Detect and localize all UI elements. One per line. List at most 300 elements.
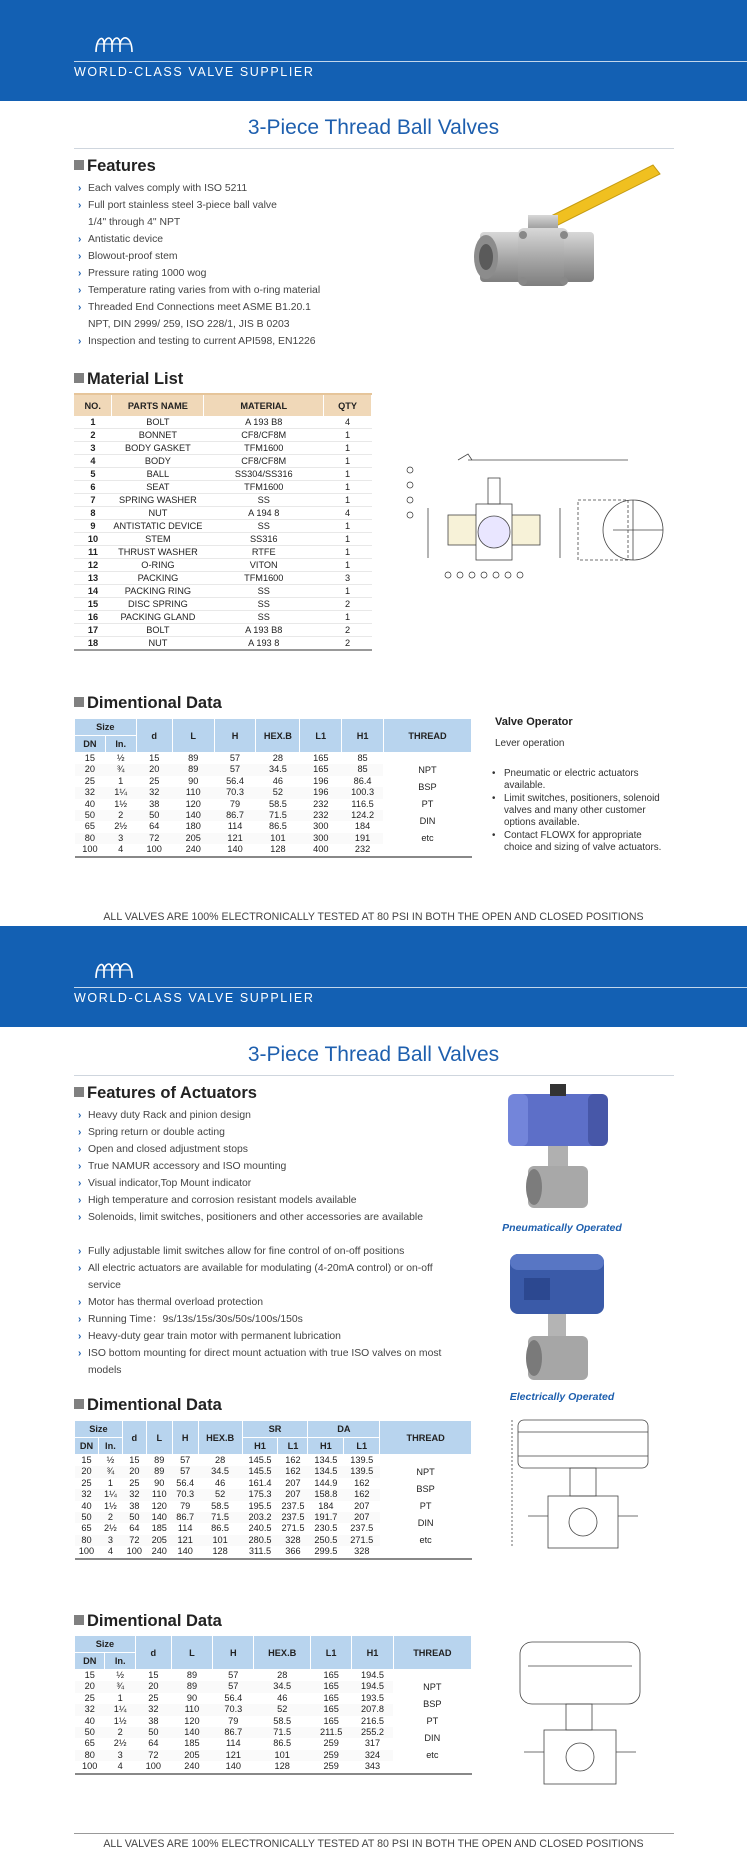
table-cell: 32 (135, 1704, 171, 1715)
list-item-continuation: NPT, DIN 2999/ 259, ISO 228/1, JIS B 0203 (88, 319, 290, 330)
dim1-table (74, 718, 472, 858)
table-cell: 56.4 (176, 1477, 195, 1488)
table-cell: 56.4 (226, 775, 244, 786)
table-row (74, 624, 372, 637)
list-item-text: Antistatic device (88, 234, 164, 245)
table-cell: 259 (311, 1750, 352, 1761)
table-cell: 70.3 (213, 1704, 254, 1715)
table-cell: 1 (118, 775, 124, 786)
table-cell: 124.2 (342, 810, 384, 821)
column-header: PARTS NAME (112, 394, 204, 416)
thread-type: NPT (416, 1466, 435, 1477)
chevron-right-icon: › (78, 183, 82, 194)
table-cell: 70.3 (172, 1489, 198, 1500)
table-cell: 1 (107, 1477, 113, 1488)
table-cell: 185 (151, 1523, 167, 1534)
col-size: Size (75, 719, 137, 736)
chevron-right-icon: › (78, 251, 82, 262)
col-thread: THREAD (383, 719, 471, 753)
chevron-right-icon: › (78, 1144, 82, 1155)
table-cell: 70.3 (214, 787, 256, 798)
table-cell: 1¼ (105, 1704, 135, 1715)
col-size: Size (75, 1421, 123, 1438)
table-cell: 271.5 (281, 1523, 305, 1534)
col-d: d (122, 1421, 146, 1455)
table-cell: 71.5 (256, 810, 300, 821)
table-cell: 32 (122, 1489, 146, 1500)
col-in: In. (98, 1438, 122, 1455)
thread-type: PT (426, 1715, 439, 1726)
table-cell: 1 (324, 520, 372, 533)
header-banner-2 (0, 926, 747, 1027)
list-item-text: Pressure rating 1000 wog (88, 268, 207, 279)
column-header: NO. (74, 394, 112, 416)
table-row (74, 507, 372, 520)
table-cell: 46 (272, 775, 284, 786)
table-cell: 259 (323, 1738, 339, 1749)
table-cell: 2 (324, 637, 372, 651)
table-cell: 211.5 (311, 1727, 352, 1738)
list-item (78, 180, 320, 197)
table-cell: 56.4 (224, 1692, 243, 1703)
table-cell: 237.5 (281, 1500, 305, 1511)
table-cell: 2 (105, 810, 136, 821)
table-cell: 203.2 (242, 1512, 278, 1523)
table-cell: 1 (324, 481, 372, 494)
list-item (78, 248, 320, 265)
chevron-right-icon: › (78, 234, 82, 245)
chevron-right-icon: › (78, 1212, 82, 1223)
table-cell: 101 (198, 1535, 242, 1546)
table-cell: TFM1600 (204, 572, 324, 585)
table-cell: 4 (324, 416, 372, 429)
table-cell: 65 (84, 821, 95, 832)
table-cell: 40 (84, 798, 95, 809)
table-cell: 52 (198, 1489, 242, 1500)
col-h1: H1 (342, 719, 384, 753)
table-cell: 57 (214, 764, 256, 775)
list-item (78, 1243, 441, 1260)
table-cell: 343 (364, 1761, 381, 1772)
column-header: QTY (324, 394, 372, 416)
table-cell: 65 (81, 1523, 92, 1534)
list-item-text: Heavy duty Rack and pinion design (88, 1110, 251, 1121)
table-cell: A 193 B8 (204, 416, 324, 429)
col-da: DA (308, 1421, 380, 1438)
col-dn: DN (75, 736, 106, 753)
list-item (78, 1328, 441, 1345)
table-cell: BOLT (112, 416, 204, 429)
page-title: 3-Piece Thread Ball Valves (247, 116, 500, 139)
list-item-text: ISO bottom mounting for direct mount actuation with true ISO valves on most (88, 1348, 442, 1359)
thread-cell (393, 1670, 471, 1774)
table-cell: SS (204, 494, 324, 507)
operator-item-text: Contact FLOWX for appropriate choice and sizing of valve actuators. (504, 830, 662, 853)
table-cell: 5 (74, 468, 112, 481)
col-dn: DN (75, 1438, 99, 1455)
table-row (74, 494, 372, 507)
col-hexb: HEX.B (256, 719, 300, 753)
operator-heading: Valve Operator (495, 716, 573, 728)
table-cell: 89 (172, 764, 214, 775)
table-cell: SS (204, 585, 324, 598)
table-cell: 15 (148, 1670, 159, 1680)
table-cell: A 193 B8 (204, 624, 324, 637)
col-sr: SR (242, 1421, 308, 1438)
list-item (78, 299, 320, 333)
chevron-right-icon: › (78, 268, 82, 279)
table-cell: 328 (354, 1546, 370, 1557)
table-cell: 2 (324, 598, 372, 611)
table-cell: 38 (129, 1500, 140, 1511)
col-d: d (136, 719, 172, 753)
table-cell: 25 (81, 1477, 92, 1488)
table-cell: SS (204, 520, 324, 533)
table-cell: O-RING (112, 559, 204, 572)
table-cell: 207 (278, 1489, 308, 1500)
dim3-table (74, 1635, 472, 1775)
table-cell: SS (204, 598, 324, 611)
table-cell: 185 (184, 1738, 200, 1749)
table-cell: 34.5 (254, 1681, 311, 1692)
pneumatic-valve-drawing (508, 1412, 668, 1572)
table-cell: 240 (151, 1546, 167, 1557)
thread-type: BSP (423, 1698, 442, 1709)
table-cell: 1 (324, 585, 372, 598)
table-cell: 120 (185, 798, 201, 809)
table-cell: BALL (112, 468, 204, 481)
chevron-right-icon: › (78, 1348, 82, 1359)
table-cell: 114 (225, 1738, 241, 1749)
table-cell: 13 (74, 572, 112, 585)
table-cell: 165 (323, 1715, 339, 1726)
table-cell: TFM1600 (204, 481, 324, 494)
table-cell: ¾ (105, 1681, 135, 1692)
table-cell: NUT (112, 637, 204, 651)
table-cell: 4 (74, 455, 112, 468)
table-cell: 50 (135, 1727, 171, 1738)
chevron-right-icon: › (78, 200, 82, 211)
table-cell: 58.5 (268, 798, 287, 809)
table-cell: 128 (274, 1761, 290, 1772)
table-row (74, 520, 372, 533)
table-cell: BODY (112, 455, 204, 468)
table-cell: 34.5 (198, 1466, 242, 1477)
table-cell: 89 (154, 1455, 165, 1465)
list-item-text: Blowout-proof stem (88, 251, 178, 262)
table-cell: 32 (75, 1704, 105, 1715)
table-cell: 52 (256, 787, 300, 798)
thread-type: DIN (424, 1732, 441, 1743)
table-cell: 64 (129, 1523, 140, 1534)
table-cell: 299.5 (314, 1546, 338, 1557)
table-cell: SS (204, 611, 324, 624)
list-item (78, 1294, 441, 1311)
thread-type: etc (419, 1534, 432, 1545)
table-cell: SS316 (204, 533, 324, 546)
table-cell: ½ (116, 1670, 125, 1680)
table-cell: 57 (213, 1681, 254, 1692)
header-banner (0, 0, 747, 101)
table-row (74, 546, 372, 559)
table-cell: 161.4 (248, 1477, 272, 1488)
table-cell: 139.5 (344, 1466, 380, 1477)
caption-pneumatic: Pneumatically Operated (502, 1222, 622, 1234)
list-item-text: Inspection and testing to current API598, EN1226 (88, 336, 316, 347)
table-cell: 1 (324, 455, 372, 468)
ball-valve-lever-photo (428, 160, 678, 300)
table-cell: 100 (126, 1546, 142, 1557)
table-cell: 3 (98, 1535, 122, 1546)
table-cell: 6 (74, 481, 112, 494)
table-cell: 140 (146, 1512, 172, 1523)
table-cell: 140 (225, 1761, 241, 1772)
table-cell: ½ (106, 1455, 115, 1465)
bullet-icon: • (492, 793, 496, 804)
list-item (78, 1192, 423, 1209)
table-cell: STEM (112, 533, 204, 546)
table-cell: 280.5 (242, 1535, 278, 1546)
table-cell: DISC SPRING (112, 598, 204, 611)
table-cell: 2½ (104, 1523, 117, 1534)
table-row (74, 442, 372, 455)
table-cell: 207 (354, 1500, 370, 1511)
table-cell: 205 (171, 1750, 212, 1761)
table-row (74, 455, 372, 468)
table-cell: 3 (105, 833, 136, 844)
table-cell: ANTISTATIC DEVICE (113, 521, 203, 531)
table-cell: 140 (172, 810, 214, 821)
col-thread: THREAD (380, 1421, 472, 1455)
table-cell: 14 (74, 585, 112, 598)
table-cell: 1 (324, 494, 372, 507)
column-header: MATERIAL (204, 394, 324, 416)
operator-list (492, 768, 662, 855)
page-title-2: 3-Piece Thread Ball Valves (247, 1043, 500, 1066)
col-h1: H1 (352, 1636, 393, 1670)
actuator-features-list (78, 1107, 423, 1226)
table-cell: 1¼ (105, 787, 136, 798)
list-item-text: Threaded End Connections meet ASME B1.20.1 (88, 302, 311, 313)
operator-item-text: Pneumatic or electric actuators available. (504, 768, 639, 791)
table-cell: 207 (344, 1512, 380, 1523)
banner-rule (74, 987, 747, 988)
table-row (74, 598, 372, 611)
features-heading: Features (74, 157, 156, 176)
table-cell: 72 (122, 1535, 146, 1546)
col-dn: DN (75, 1653, 105, 1670)
table-cell: 25 (84, 775, 95, 786)
table-cell: THRUST WASHER (112, 546, 204, 559)
table-cell: 57 (229, 753, 241, 763)
brand-tagline: WORLD-CLASS VALVE SUPPLIER (74, 65, 315, 79)
table-cell: 86.7 (213, 1727, 254, 1738)
table-cell: 165 (300, 764, 342, 775)
col-hexb: HEX.B (254, 1636, 311, 1670)
table-cell: 20 (136, 764, 172, 775)
table-cell: 2 (324, 624, 372, 637)
table-cell: 28 (214, 1455, 226, 1465)
table-cell: 80 (75, 1750, 105, 1761)
table-cell: 110 (146, 1489, 172, 1500)
table-cell: 15 (84, 1670, 95, 1680)
table-cell: 1½ (114, 798, 128, 809)
table-cell: 15 (81, 1455, 92, 1465)
table-cell: 100.3 (342, 787, 384, 798)
table-cell: 121 (172, 1535, 198, 1546)
table-cell: 64 (149, 821, 160, 832)
chevron-right-icon: › (78, 336, 82, 347)
table-cell: 300 (300, 833, 342, 844)
table-cell: 25 (129, 1477, 140, 1488)
list-item-text: Fully adjustable limit switches allow for fine control of on-off positions (88, 1246, 405, 1257)
thread-cell (383, 753, 471, 857)
list-item (78, 197, 320, 231)
table-cell: BONNET (112, 429, 204, 442)
table-cell: 3 (105, 1750, 135, 1761)
table-cell: 86.5 (211, 1523, 230, 1534)
table-row (74, 559, 372, 572)
table-cell: 86.5 (273, 1738, 292, 1749)
table-row (74, 611, 372, 624)
table-row (74, 468, 372, 481)
table-cell: 100 (78, 1546, 95, 1557)
table-cell: 32 (75, 787, 106, 798)
table-cell: 140 (227, 844, 243, 855)
table-cell: 207 (285, 1477, 301, 1488)
table-cell: 50 (75, 810, 106, 821)
list-item (78, 1311, 441, 1328)
list-item-text: All electric actuators are available for modulating (4-20mA control) or on-off (88, 1263, 433, 1274)
table-cell: 193.5 (360, 1692, 384, 1703)
table-cell: 2 (105, 1727, 135, 1738)
electric-actuator-photo (500, 1244, 620, 1394)
list-item (78, 1141, 423, 1158)
banner-rule (74, 61, 747, 62)
table-cell: 1 (324, 533, 372, 546)
table-cell: 232 (354, 844, 371, 855)
table-cell: 65 (84, 1738, 95, 1749)
table-cell: ¾ (98, 1466, 122, 1477)
valve-section-drawing (388, 440, 680, 620)
table-cell: A 193 8 (204, 637, 324, 651)
chevron-right-icon: › (78, 1161, 82, 1172)
list-item-continuation: models (88, 1365, 122, 1376)
table-cell: 18 (74, 637, 112, 651)
table-cell: 1 (324, 429, 372, 442)
list-item (492, 768, 662, 792)
table-cell: 20 (135, 1681, 171, 1692)
col-h: H (214, 719, 256, 753)
table-cell: 232 (300, 810, 342, 821)
table-cell: 86.7 (172, 1512, 198, 1523)
table-cell: 20 (75, 1466, 99, 1477)
col-h: H (213, 1636, 254, 1670)
table-cell: 1 (324, 468, 372, 481)
table-cell: 100 (146, 844, 162, 855)
table-cell: 90 (188, 775, 199, 786)
list-item-text: High temperature and corrosion resistant models available (88, 1195, 357, 1206)
table-cell: 205 (172, 833, 214, 844)
table-cell: ¾ (105, 764, 136, 775)
col-sr-h1: H1 (242, 1438, 278, 1455)
table-cell: 101 (254, 1750, 311, 1761)
table-cell: 57 (228, 1670, 239, 1680)
table-cell: 11 (74, 546, 112, 559)
table-cell: 317 (364, 1738, 381, 1749)
pneumatic-actuator-photo (494, 1078, 624, 1228)
table-cell: 145.5 (248, 1455, 272, 1465)
table-cell: 100 (82, 1761, 98, 1772)
table-cell: 134.5 (314, 1455, 338, 1465)
thread-type: DIN (419, 815, 436, 826)
table-cell: 1¼ (98, 1489, 122, 1500)
col-hexb: HEX.B (198, 1421, 242, 1455)
table-cell: 237.5 (350, 1523, 374, 1534)
table-row (74, 572, 372, 585)
table-cell: 165 (313, 753, 329, 763)
dim1-heading: Dimentional Data (74, 694, 222, 713)
thread-type: etc (421, 832, 434, 843)
chevron-right-icon: › (78, 1127, 82, 1138)
table-row (74, 637, 372, 651)
table-cell: 28 (272, 753, 284, 763)
table-cell: PACKING (112, 572, 204, 585)
list-item (78, 1124, 423, 1141)
table-cell: 25 (84, 1692, 95, 1703)
features-list (78, 180, 320, 350)
table-cell: 72 (136, 833, 172, 844)
brand-tagline: WORLD-CLASS VALVE SUPPLIER (74, 991, 315, 1005)
thread-type: DIN (417, 1517, 434, 1528)
table-cell: 89 (146, 1466, 172, 1477)
table-cell: 180 (185, 821, 201, 832)
table-cell: 162 (285, 1455, 301, 1465)
table-cell: 15 (84, 753, 95, 763)
table-row (74, 533, 372, 546)
table-cell: 10 (74, 533, 112, 546)
list-item-text: Temperature rating varies from with o-ring material (88, 285, 321, 296)
table-cell: ½ (116, 753, 125, 763)
table-cell: 162 (344, 1489, 380, 1500)
col-l1: L1 (311, 1636, 352, 1670)
table-cell: 145.5 (242, 1466, 278, 1477)
col-da-h1: H1 (308, 1438, 344, 1455)
table-cell: 134.5 (308, 1466, 344, 1477)
table-cell: 79 (228, 1715, 239, 1726)
chevron-right-icon: › (78, 1195, 82, 1206)
table-cell: 259 (323, 1761, 339, 1772)
table-cell: 57 (172, 1466, 198, 1477)
table-cell: 12 (74, 559, 112, 572)
table-cell: 207.8 (352, 1704, 393, 1715)
col-in: In. (105, 1653, 135, 1670)
table-cell: 1½ (113, 1715, 127, 1726)
table-cell: 191.7 (308, 1512, 344, 1523)
material-heading: Material List (74, 370, 183, 389)
caption-electric: Electrically Operated (509, 1391, 615, 1403)
table-cell: CF8/CF8M (204, 455, 324, 468)
dim2-heading: Dimentional Data (74, 1396, 222, 1415)
table-cell: 196 (300, 787, 342, 798)
table-cell: 34.5 (256, 764, 300, 775)
table-cell: 89 (171, 1681, 212, 1692)
table-cell: NUT (112, 507, 204, 520)
table-cell: SPRING WASHER (112, 494, 204, 507)
table-cell: 165 (311, 1681, 352, 1692)
thread-type: PT (419, 1500, 432, 1511)
table-row (75, 1455, 472, 1467)
